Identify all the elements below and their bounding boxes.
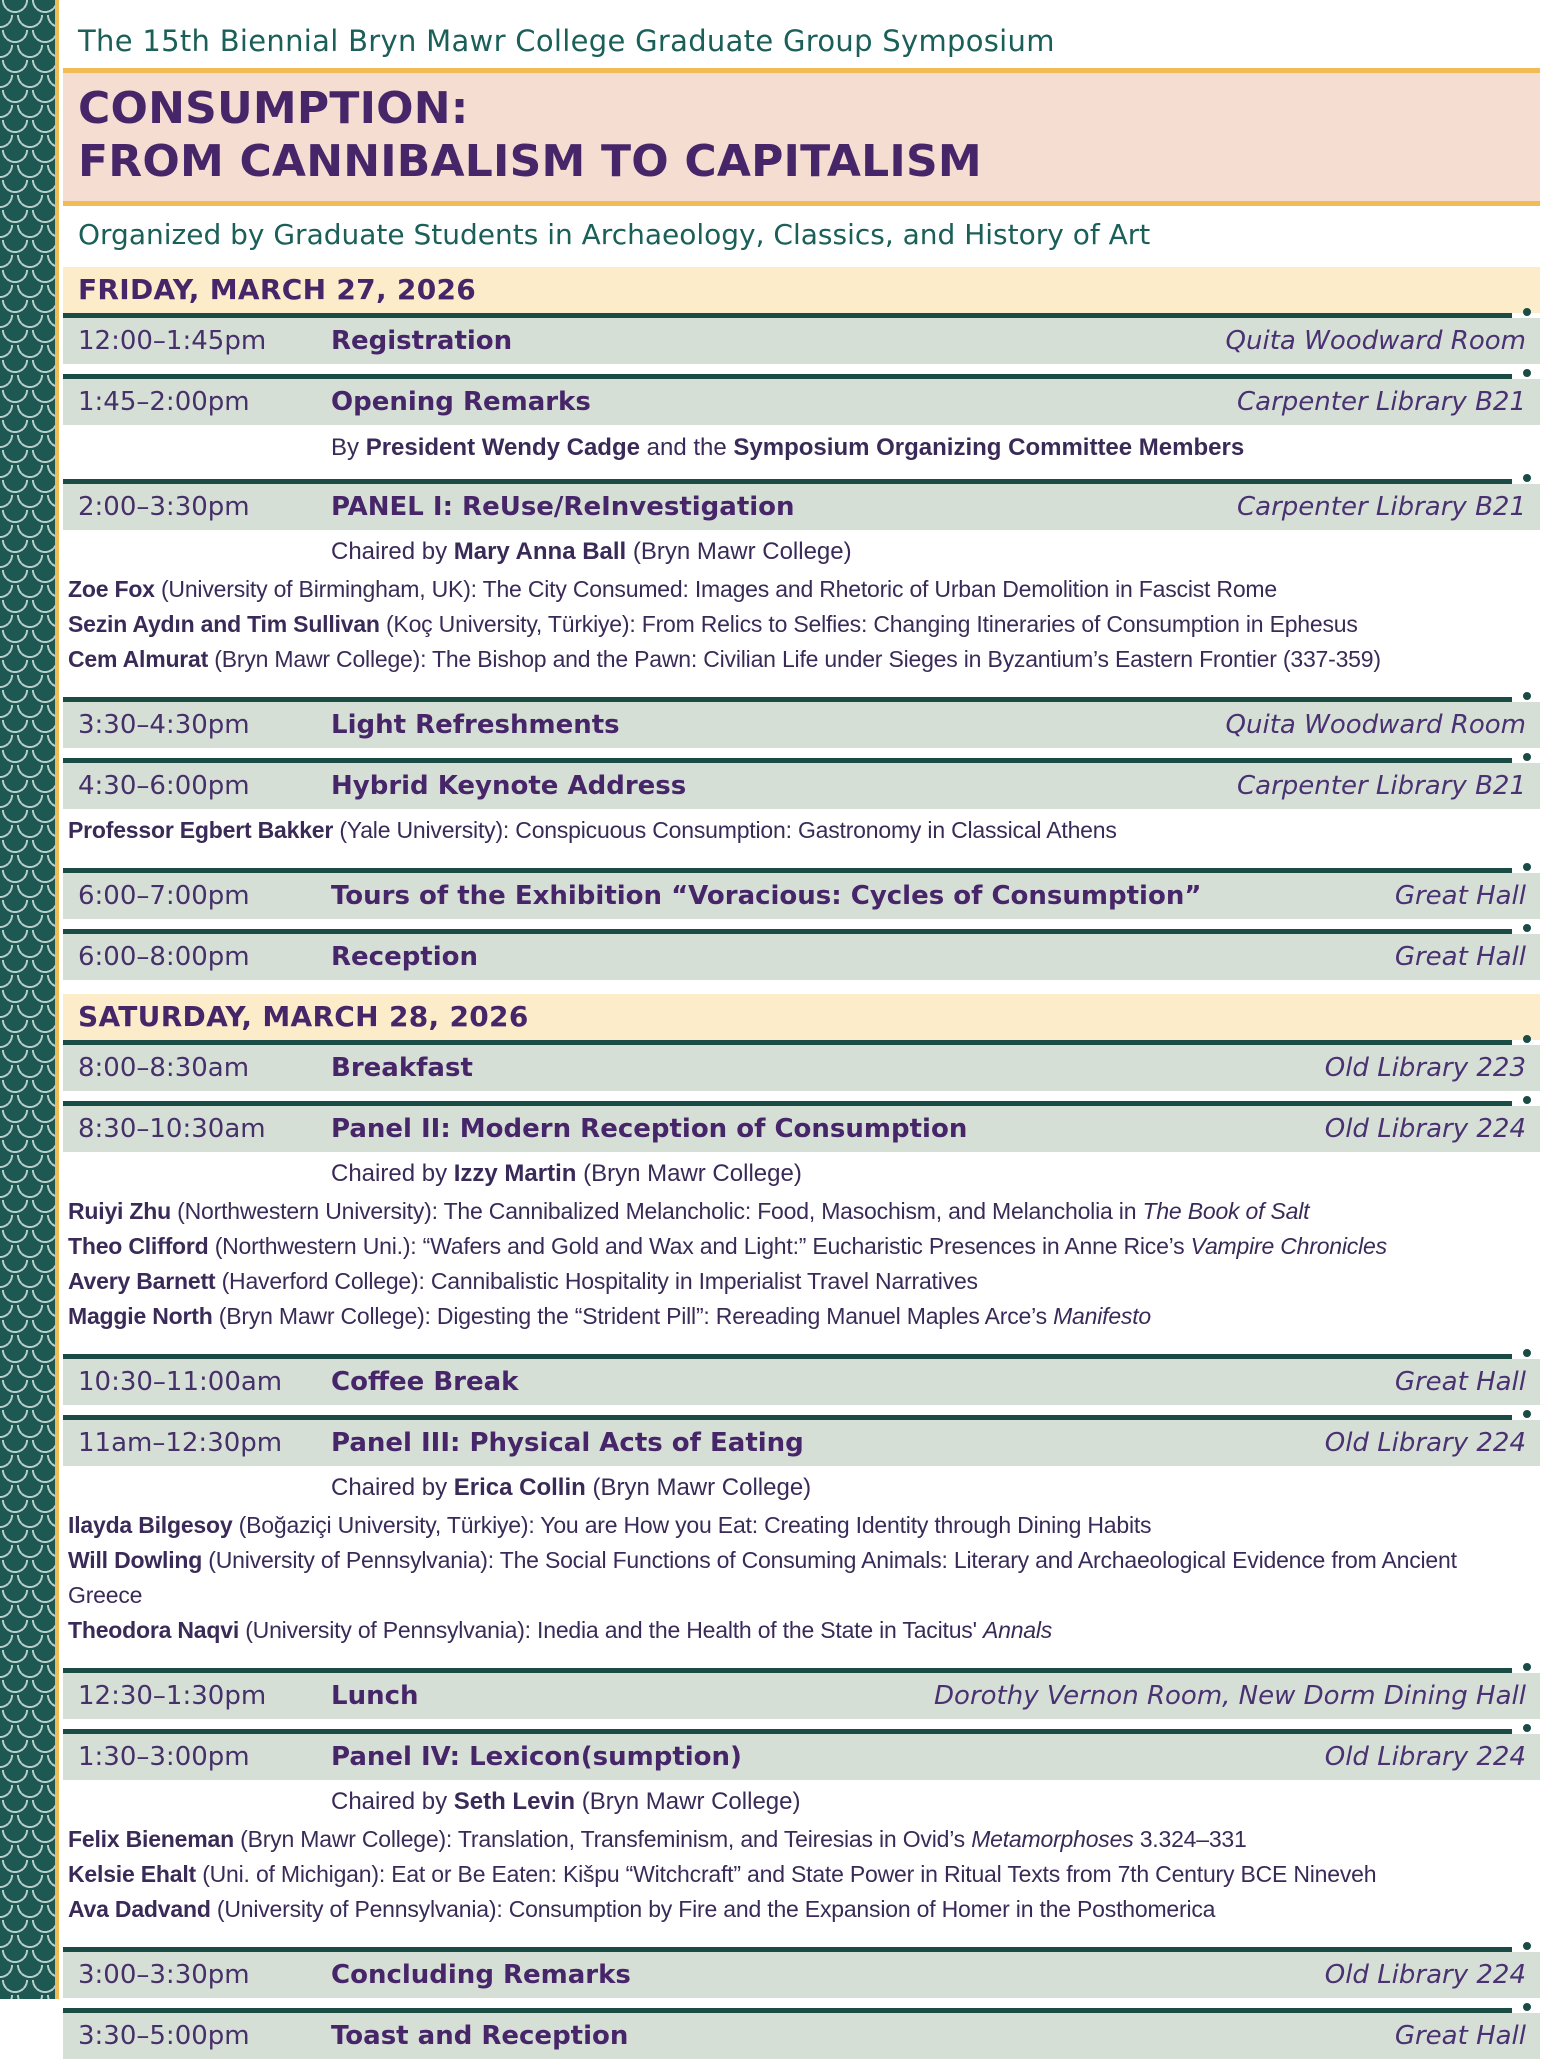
divider-rule [63, 1101, 1512, 1106]
title-band [63, 68, 1540, 206]
divider-dot [1523, 308, 1531, 316]
paper: Sezin Aydın and Tim Sullivan (Koç University, Türkiye): From Relics to Selfies: Changing Itineraries of Consumption in Ephesus [68, 610, 1358, 637]
event-title: Tours of the Exhibition “Voracious: Cycles of Consumption” [331, 880, 1202, 911]
paper-list [63, 568, 1540, 687]
event-time: 3:30–5:00pm [78, 2020, 250, 2051]
event-time: 10:30–11:00am [78, 1366, 283, 1397]
speaker-name: Theo Clifford [68, 1232, 209, 1259]
paper-list [63, 1190, 1540, 1344]
panel-chair: Chaired by Erica Collin (Bryn Mawr College) [331, 1473, 812, 1501]
event-panel-3 [63, 1415, 1540, 1658]
symposium-kicker: The 15th Biennial Bryn Mawr College Graduate Group Symposium [78, 24, 1055, 58]
schedule-row [63, 1420, 1540, 1466]
schedule-row [63, 763, 1540, 809]
event-location: Great Hall [1394, 941, 1526, 972]
paper: Avery Barnett (Haverford College): Cannibalistic Hospitality in Imperialist Travel Narratives [68, 1267, 978, 1294]
event-registration [63, 313, 1540, 364]
divider-rule [63, 1729, 1512, 1734]
schedule-row [63, 1952, 1540, 1998]
speaker-name: President Wendy Cadge [365, 433, 640, 461]
divider-rule [63, 313, 1512, 318]
event-location: Carpenter Library B21 [1237, 386, 1526, 417]
event-title: Breakfast [331, 1052, 473, 1083]
event-time: 1:45–2:00pm [78, 386, 250, 417]
divider-rule [63, 697, 1512, 702]
divider-rule [63, 1668, 1512, 1673]
paper: Theodora Naqvi (University of Pennsylvania): Inedia and the Health of the State in Tacitus' Annals [68, 1616, 1053, 1643]
event-location: Great Hall [1394, 1366, 1526, 1397]
event-breakfast [63, 1040, 1540, 1091]
paper: Ava Dadvand (University of Pennsylvania): Consumption by Fire and the Expansion of Homer in the Posthomerica [68, 1895, 1216, 1922]
event-title: Light Refreshments [331, 709, 620, 740]
event-time: 6:00–7:00pm [78, 880, 250, 911]
paper: Theo Clifford (Northwestern Uni.): “Wafers and Gold and Wax and Light:” Eucharistic Presences in Anne Rice’s Vampire Chronicles [68, 1232, 1387, 1259]
event-coffee-break [63, 1354, 1540, 1405]
event-title: Hybrid Keynote Address [331, 770, 687, 801]
divider-dot [1523, 1035, 1531, 1043]
paper: Ilayda Bilgesoy (Boğaziçi University, Türkiye): You are How you Eat: Creating Identity through Dining Habits [68, 1511, 1152, 1538]
event-lunch [63, 1668, 1540, 1719]
chair-name: Izzy Martin [453, 1159, 577, 1187]
divider-rule [63, 1354, 1512, 1359]
divider-dot [1523, 753, 1531, 761]
panel-chair: Chaired by Mary Anna Ball (Bryn Mawr College) [331, 537, 852, 565]
event-title: PANEL I: ReUse/ReInvestigation [331, 491, 795, 522]
schedule-row [63, 1734, 1540, 1780]
paper: Cem Almurat (Bryn Mawr College): The Bishop and the Pawn: Civilian Life under Sieges in Byzantium’s Eastern Frontier (337-359) [68, 645, 1381, 672]
divider-dot [1523, 369, 1531, 377]
event-title: Panel II: Modern Reception of Consumption [331, 1113, 968, 1144]
event-opening-remarks [63, 374, 1540, 469]
event-byline: By President Wendy Cadge and the Symposium Organizing Committee Members [331, 433, 1245, 461]
divider-dot [1523, 1410, 1531, 1418]
divider-rule [63, 758, 1512, 763]
speaker-name: Sezin Aydın and Tim Sullivan [68, 610, 380, 637]
schedule-row [63, 1359, 1540, 1405]
divider-rule [63, 1947, 1512, 1952]
event-time: 4:30–6:00pm [78, 770, 250, 801]
divider-rule [63, 374, 1512, 379]
event-location: Great Hall [1394, 2020, 1526, 2051]
event-keynote [63, 758, 1540, 858]
schedule-row [63, 2013, 1540, 2059]
event-location: Old Library 224 [1324, 1959, 1526, 1990]
divider-dot [1523, 1349, 1531, 1357]
schedule-row [63, 1045, 1540, 1091]
paper: Will Dowling (University of Pennsylvania): The Social Functions of Consuming Animals: Literary and Archaeological Evidence from Ancient Greece [68, 1546, 1457, 1608]
event-title: Concluding Remarks [331, 1959, 631, 1990]
day-header-saturday: SATURDAY, MARCH 28, 2026 [63, 994, 1540, 1040]
speaker-name: Felix Bieneman [68, 1825, 234, 1852]
event-exhibition-tours [63, 868, 1540, 919]
page-title-line-1: CONSUMPTION: [78, 83, 469, 134]
divider-dot [1523, 1724, 1531, 1732]
event-title: Opening Remarks [331, 386, 591, 417]
event-time: 6:00–8:00pm [78, 941, 250, 972]
event-title: Registration [331, 325, 513, 356]
paper-list [63, 1504, 1540, 1658]
event-location: Quita Woodward Room [1225, 709, 1526, 740]
event-title: Coffee Break [331, 1366, 519, 1397]
event-panel-1 [63, 479, 1540, 687]
paper-list [63, 809, 1540, 858]
event-location: Old Library 224 [1324, 1427, 1526, 1458]
schedule-row [63, 1106, 1540, 1152]
fish-scale-sidebar [0, 0, 59, 1999]
speaker-name: Zoe Fox [68, 575, 155, 602]
speaker-name: Ava Dadvand [68, 1895, 211, 1922]
speaker-name: Avery Barnett [68, 1267, 216, 1294]
paper: Kelsie Ehalt (Uni. of Michigan): Eat or Be Eaten: Kišpu “Witchcraft” and State Power in Ritual Texts from 7th Century BCE Nineveh [68, 1860, 1377, 1887]
speaker-name: Cem Almurat [68, 645, 209, 672]
schedule-row [63, 318, 1540, 364]
schedule-row [63, 702, 1540, 748]
event-concluding-remarks [63, 1947, 1540, 1998]
speaker-name: Professor Egbert Bakker [68, 816, 334, 843]
divider-dot [1523, 474, 1531, 482]
speaker-name: Ilayda Bilgesoy [68, 1511, 233, 1538]
event-time: 3:30–4:30pm [78, 709, 250, 740]
schedule-row [63, 934, 1540, 980]
event-title: Panel III: Physical Acts of Eating [331, 1427, 804, 1458]
divider-rule [63, 868, 1512, 873]
paper: Professor Egbert Bakker (Yale University): Conspicuous Consumption: Gastronomy in Classical Athens [68, 816, 1117, 843]
event-panel-4 [63, 1729, 1540, 1937]
event-time: 12:00–1:45pm [78, 325, 267, 356]
speaker-name: Theodora Naqvi [68, 1616, 240, 1643]
speaker-name: Kelsie Ehalt [68, 1860, 196, 1887]
event-time: 12:30–1:30pm [78, 1680, 267, 1711]
divider-dot [1523, 1096, 1531, 1104]
organizer-line: Organized by Graduate Students in Archaeology, Classics, and History of Art [78, 217, 1151, 251]
event-location: Old Library 223 [1324, 1052, 1526, 1083]
event-title: Reception [331, 941, 479, 972]
event-panel-2 [63, 1101, 1540, 1344]
divider-dot [1523, 863, 1531, 871]
divider-dot [1523, 1942, 1531, 1950]
divider-rule [63, 1415, 1512, 1420]
event-location: Old Library 224 [1324, 1741, 1526, 1772]
event-time: 2:00–3:30pm [78, 491, 250, 522]
event-reception [63, 929, 1540, 980]
event-time: 8:30–10:30am [78, 1113, 266, 1144]
event-location: Quita Woodward Room [1225, 325, 1526, 356]
divider-dot [1523, 692, 1531, 700]
paper: Ruiyi Zhu (Northwestern University): The Cannibalized Melancholic: Food, Masochism, and Melancholia in The Book of Salt [68, 1197, 1310, 1224]
event-title: Toast and Reception [331, 2020, 629, 2051]
divider-dot [1523, 924, 1531, 932]
paper: Zoe Fox (University of Birmingham, UK): The City Consumed: Images and Rhetoric of Urban Demolition in Fascist Rome [68, 575, 1277, 602]
speaker-name: Symposium Organizing Committee Members [733, 433, 1245, 461]
event-location: Carpenter Library B21 [1237, 770, 1526, 801]
paper: Maggie North (Bryn Mawr College): Digesting the “Strident Pill”: Rereading Manuel Maples Arce’s Manifesto [68, 1302, 1151, 1329]
chair-name: Mary Anna Ball [453, 537, 627, 565]
schedule-row [63, 379, 1540, 425]
chair-name: Erica Collin [453, 1473, 586, 1501]
speaker-name: Ruiyi Zhu [68, 1197, 171, 1224]
paper: Felix Bieneman (Bryn Mawr College): Translation, Transfeminism, and Teiresias in Ovid’s Metamorphoses 3.324–331 [68, 1825, 1247, 1852]
divider-rule [63, 1040, 1512, 1045]
divider-rule [63, 479, 1512, 484]
panel-chair: Chaired by Seth Levin (Bryn Mawr College) [331, 1787, 801, 1815]
speaker-name: Maggie North [68, 1302, 213, 1329]
divider-dot [1523, 1663, 1531, 1671]
schedule-row [63, 873, 1540, 919]
speaker-name: Will Dowling [68, 1546, 203, 1573]
divider-rule [63, 929, 1512, 934]
schedule-row [63, 1673, 1540, 1719]
chair-name: Seth Levin [453, 1787, 576, 1815]
event-location: Dorothy Vernon Room, New Dorm Dining Hall [934, 1680, 1526, 1711]
event-title: Lunch [331, 1680, 419, 1711]
event-location: Old Library 224 [1324, 1113, 1526, 1144]
event-time: 1:30–3:00pm [78, 1741, 250, 1772]
program-page [63, 0, 1540, 2059]
divider-rule [63, 2008, 1512, 2013]
panel-chair: Chaired by Izzy Martin (Bryn Mawr College) [331, 1159, 802, 1187]
divider-dot [1523, 2003, 1531, 2011]
event-title: Panel IV: Lexicon(sumption) [331, 1741, 742, 1772]
event-location: Great Hall [1394, 880, 1526, 911]
event-location: Carpenter Library B21 [1237, 491, 1526, 522]
day-header-friday: FRIDAY, MARCH 27, 2026 [63, 267, 1540, 313]
event-time: 11am–12:30pm [78, 1427, 283, 1458]
event-time: 8:00–8:30am [78, 1052, 250, 1083]
paper-list [63, 1818, 1540, 1937]
event-light-refreshments [63, 697, 1540, 748]
schedule-row [63, 484, 1540, 530]
page-title-line-2: FROM CANNIBALISM TO CAPITALISM [78, 135, 982, 187]
event-time: 3:00–3:30pm [78, 1959, 250, 1990]
event-toast-reception [63, 2008, 1540, 2059]
